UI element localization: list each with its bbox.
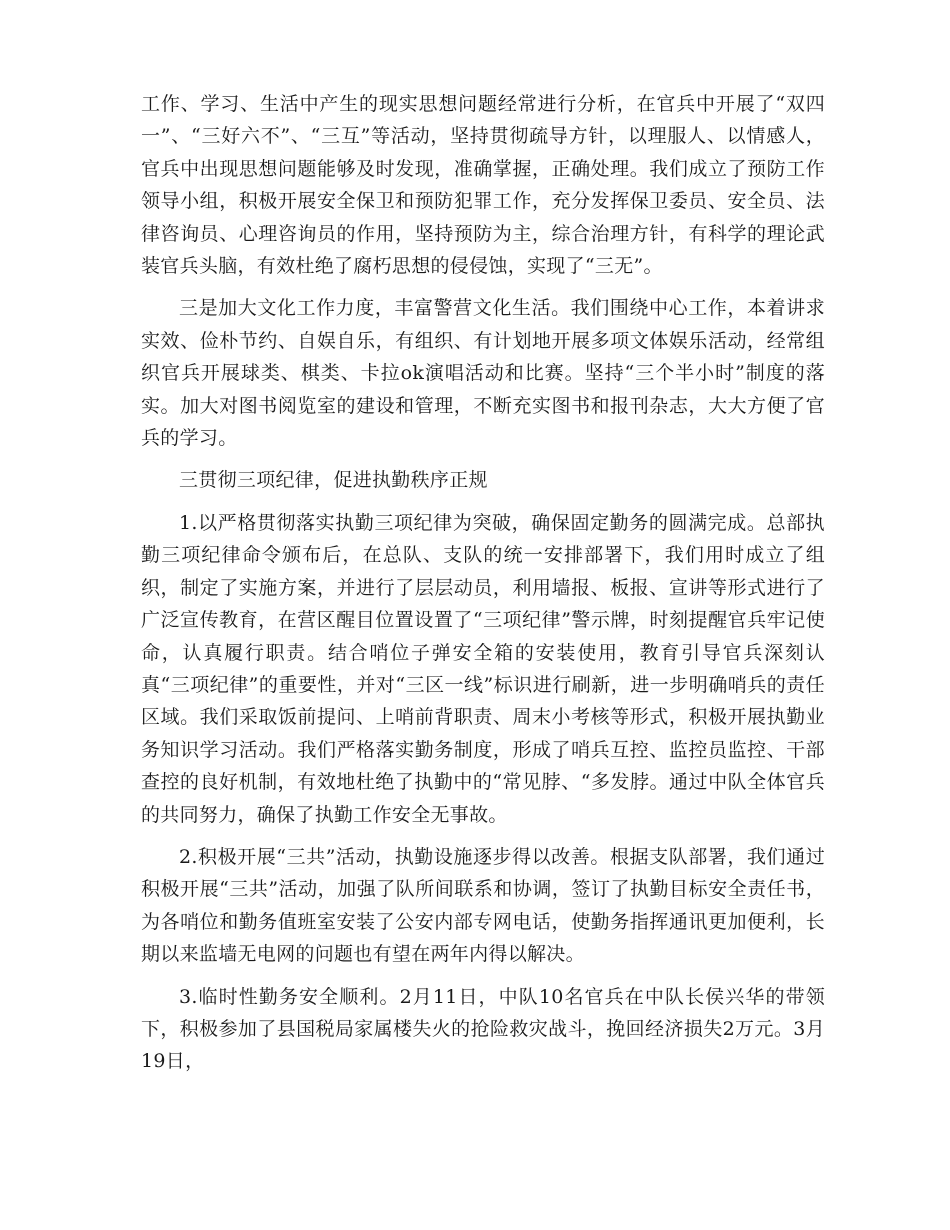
paragraph-1: 工作、学习、生活中产生的现实思想问题经常进行分析，在官兵中开展了“双四一”、“三好六不”、“三互”等活动，坚持贯彻疏导方针，以理服人、以情感人，官兵中出现思想问题能够及时发现，准确掌握，正确处理。我们成立了预防工作领导小组，积极开展安全保卫和预防犯罪工作，充分发挥保卫委员、安全员、法律咨询员、心理咨询员的作用，坚持预防为主，综合治理方针，有科学的理论武装官兵头脑，有效杜绝了腐朽思想的侵侵蚀，实现了“三无”。 — [141, 93, 825, 278]
paragraph-2: 三是加大文化工作力度，丰富警营文化生活。我们围绕中心工作，本着讲求实效、俭朴节约、自娱自乐，有组织、有计划地开展多项文体娱乐活动，经常组织官兵开展球类、棋类、卡拉ok演唱活动和比赛。坚持“三个半小时”制度的落实。加大对图书阅览室的建设和管理，不断充实图书和报刊杂志，大大方便了官兵的学习。 — [141, 297, 825, 450]
document-body — [141, 88, 825, 1088]
paragraph-4: 2.积极开展“三共”活动，执勤设施逐步得以改善。根据支队部署，我们通过积极开展“三共”活动，加强了队所间联系和协调，签订了执勤目标安全责任书，为各哨位和勤务值班室安装了公安内部专网电话，使勤务指挥通讯更加便利，长期以来监墙无电网的问题也有望在两年内得以解决。 — [141, 845, 825, 966]
paragraph-3: 1.以严格贯彻落实执勤三项纪律为突破，确保固定勤务的圆满完成。总部执勤三项纪律命令颁布后，在总队、支队的统一安排部署下，我们用时成立了组织，制定了实施方案，并进行了层层动员，利用墙报、板报、宣讲等形式进行了广泛宣传教育，在营区醒目位置设置了“三项纪律”警示牌，时刻提醒官兵牢记使命，认真履行职责。结合哨位子弹安全箱的安装使用，教育引导官兵深刻认真“三项纪律”的重要性，并对“三区一线”标识进行刷新，进一步明确哨兵的责任区域。我们采取饭前提问、上哨前背职责、周末小考核等形式，积极开展执勤业务知识学习活动。我们严格落实勤务制度，形成了哨兵互控、监控员监控、干部查控的良好机制，有效地杜绝了执勤中的“常见脖、“多发脖。通过中队全体官兵的共同努力，确保了执勤工作安全无事故。 — [141, 511, 825, 826]
paragraph-5: 3.临时性勤务安全顺利。2月11日，中队10名官兵在中队长侯兴华的带领下，积极参加了县国税局家属楼失火的抢险救灾战斗，挽回经济损失2万元。3月19日， — [141, 985, 825, 1073]
section-heading: 三贯彻三项纪律，促进执勤秩序正规 — [179, 469, 488, 492]
